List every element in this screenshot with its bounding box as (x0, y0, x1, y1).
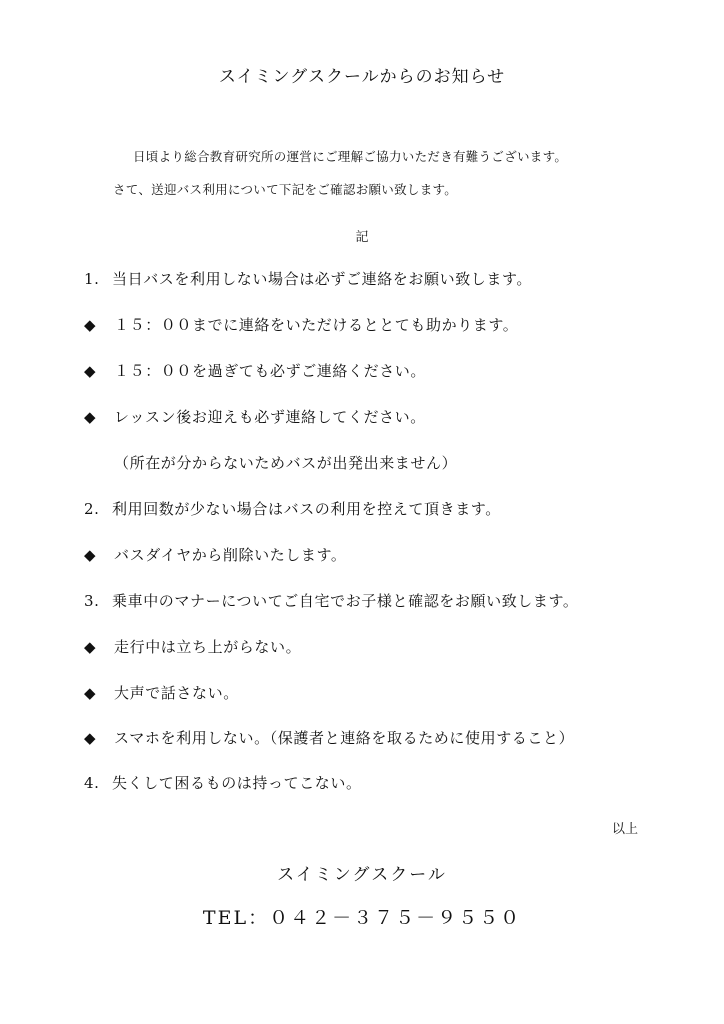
list-item-bullet (84, 636, 301, 657)
list-item-2 (84, 498, 501, 519)
item-text: レッスン後お迎えも必ず連絡してください。 (114, 408, 426, 426)
phone-number: TEL：０４２－３７５－９５５０ (202, 907, 522, 929)
intro-line-2: さて、送迎バス利用について下記をご確認お願い致します。 (113, 182, 458, 197)
list-item-bullet (84, 314, 518, 335)
item-text: 失くして困るものは持ってこない。 (112, 774, 362, 792)
list-item-bullet (84, 727, 574, 748)
diamond-bullet-icon: ◆ (84, 638, 97, 656)
diamond-bullet-icon: ◆ (84, 729, 97, 747)
item-text: スマホを利用しない。（保護者と連絡を取るために使用すること） (114, 729, 575, 747)
item-number: 2. (84, 500, 100, 518)
note-parenthetical: （所在が分からないためバスが出発出来ません） (114, 454, 458, 472)
item-text: １５：００までに連絡をいただけるととても助かります。 (114, 316, 519, 334)
diamond-bullet-icon: ◆ (84, 408, 97, 426)
item-number: 4. (84, 774, 100, 792)
diamond-bullet-icon: ◆ (84, 362, 97, 380)
item-number: 1. (84, 270, 100, 288)
page-title: スイミングスクールからのお知らせ (218, 67, 506, 87)
item-text: 走行中は立ち上がらない。 (114, 638, 302, 656)
list-item-bullet (84, 544, 347, 565)
item-text: 乗車中のマナーについてご自宅でお子様と確認をお願い致します。 (112, 592, 579, 610)
ki-heading: 記 (355, 230, 369, 245)
closing-ijou: 以上 (612, 822, 639, 837)
school-name: スイミングスクール (277, 865, 447, 885)
list-item-bullet (84, 682, 239, 703)
diamond-bullet-icon: ◆ (84, 546, 97, 564)
list-item-bullet (84, 360, 426, 381)
item-number: 3. (84, 592, 100, 610)
intro-line-1: 日頃より総合教育研究所の運営にご理解ご協力いただき有難うございます。 (133, 149, 568, 164)
item-text: １５：００を過ぎても必ずご連絡ください。 (114, 362, 427, 380)
list-item-bullet (84, 406, 426, 427)
list-item-3 (84, 590, 579, 611)
item-text: バスダイヤから削除いたします。 (114, 546, 347, 564)
item-text: 利用回数が少ない場合はバスの利用を控えて頂きます。 (112, 500, 501, 518)
item-text: 大声で話さない。 (114, 684, 239, 702)
diamond-bullet-icon: ◆ (84, 684, 97, 702)
list-item-1 (84, 268, 532, 289)
item-text: 当日バスを利用しない場合は必ずご連絡をお願い致します。 (112, 270, 533, 288)
list-item-4 (84, 772, 362, 793)
diamond-bullet-icon: ◆ (84, 316, 97, 334)
